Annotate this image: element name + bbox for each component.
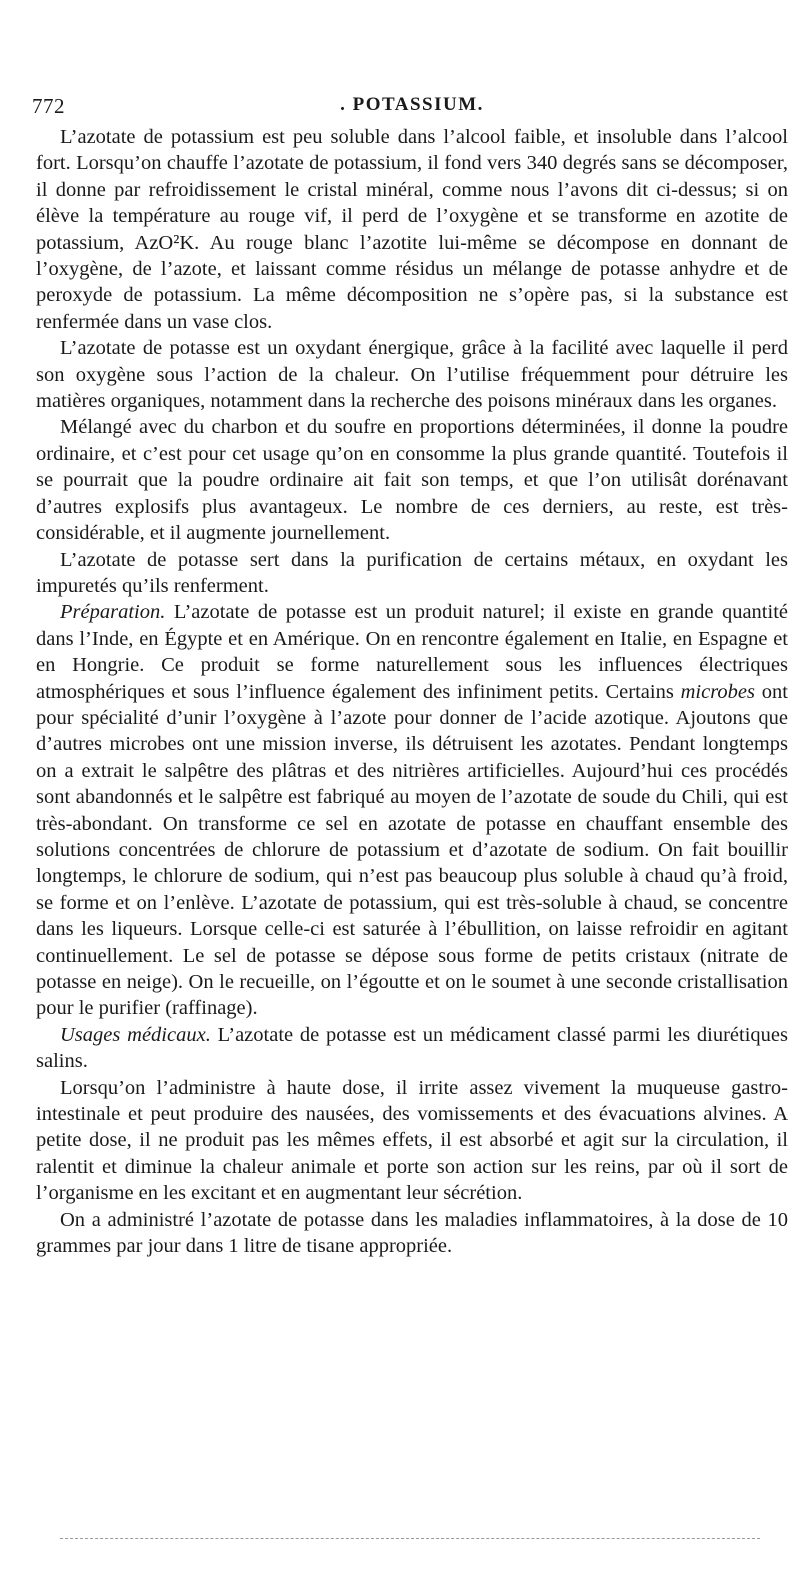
paragraph-gunpowder: Mélangé avec du charbon et du soufre en proportions déterminées, il donne la poudre ordinaire, et c’est pour cet usage qu’on en consomme la plus grande quantité. Toutefois il se pourrait que la poudre ordinaire ait fait son temps, et que l’on utilisât dorénavant d’autres explosifs plus avantageux. Le nombre de ces derniers, au reste, est très-considérable, et il augmente journellement.	[36, 416, 788, 545]
medical-uses-text: L’azotate de potasse est un médicament classé parmi les diurétiques salins.	[36, 1023, 789, 1073]
preparation-heading: Préparation.	[60, 601, 166, 624]
paragraph-high-dose: Lorsqu’on l’administre à haute dose, il irrite assez vivement la muqueuse gastro-intestinale et peut produire des nausées, des vomissements et des évacuations alvines. A petite dose, il ne produit pas les mêmes effets, il est absorbé et agit sur la circulation, il ralentit et diminue la chaleur animale et porte son action sur les reins, par où il sort de l’organisme en les excitant et en augmentant leur sécrétion.	[36, 1076, 788, 1205]
body-text	[36, 124, 788, 1259]
page-number: 772	[32, 94, 65, 118]
medical-uses-heading: Usages médicaux.	[60, 1023, 211, 1046]
paragraph-oxidant: L’azotate de potasse est un oxydant énergique, grâce à la facilité avec laquelle il perd son oxygène sous l’action de la chaleur. On l’utilise fréquemment pour détruire les matières organiques, notamment dans la recherche des poisons minéraux dans les organes.	[36, 337, 788, 413]
microbes-term: microbes	[680, 680, 755, 703]
preparation-text-b: ont pour spécialité d’unir l’oxygène à l’azote pour donner de l’acide azotique. Ajoutons que d’autres microbes ont une mission inverse, ils détruisent les azotates. Pendant longtemps on a extrait le salpêtre des plâtras et des nitrières artificielles. Aujourd’hui ces procédés sont abandonnés et le salpêtre est fabriqué au moyen de l’azotate de soude du Chili, qui est très-abondant. On transforme ce sel en azotate de potasse en chauffant ensemble des solutions concentrées de chlorure de potassium et d’azotate de sodium. On fait bouillir longtemps, le chlorure de sodium, qui n’est pas beaucoup plus soluble à chaud qu’à froid, se forme et on l’enlève. L’azotate de potassium, qui est très-soluble à chaud, se concentre dans les liqueurs. Lorsque celle-ci est saturée à l’ébullition, on laisse refroidir en agitant continuellement. Le sel de potasse se dépose sous forme de petits cristaux (nitrate de potasse en neige). On le recueille, on l’égoutte et on le soumet à une seconde cristallisation pour le purifier (raffinage).	[36, 680, 788, 1020]
paragraph-preparation	[36, 599, 788, 1022]
preparation-text-a: L’azotate de potasse est un produit naturel; il existe en grande quantité dans l’Inde, en Égypte et en Amérique. On en rencontre également en Italie, en Espagne et en Hongrie. Ce produit se forme naturellement sous les influences électriques atmosphériques et sous l’influence également des infiniment petits. Certains	[36, 601, 788, 703]
section-title: . POTASSIUM.	[340, 94, 484, 115]
paragraph-dosage: On a administré l’azotate de potasse dans les maladies inflammatoires, à la dose de 10 grammes par jour dans 1 litre de tisane appropriée.	[36, 1208, 788, 1258]
paragraph-solubility: L’azotate de potassium est peu soluble dans l’alcool faible, et insoluble dans l’alcool fort. Lorsqu’on chauffe l’azotate de potassium, il fond vers 340 degrés sans se décomposer, il donne par refroidissement le cristal minéral, comme nous l’avons dit ci-dessus; si on élève la température au rouge vif, il perd de l’oxygène et se transforme en azotite de potassium, AzO²K. Au rouge blanc l’azotite lui-même se décompose en donnant de l’oxygène, de l’azote, et laissant comme résidus un mélange de potasse anhydre et de peroxyde de potassium. La même décomposition ne s’opère pas, si la substance est renfermée dans un vase clos.	[36, 126, 788, 333]
paragraph-medical-uses	[36, 1022, 788, 1075]
running-head	[32, 94, 772, 122]
footer-rule	[60, 1538, 760, 1539]
paragraph-metal-purification: L’azotate de potasse sert dans la purification de certains métaux, en oxydant les impuretés qu’ils renferment.	[36, 548, 788, 597]
